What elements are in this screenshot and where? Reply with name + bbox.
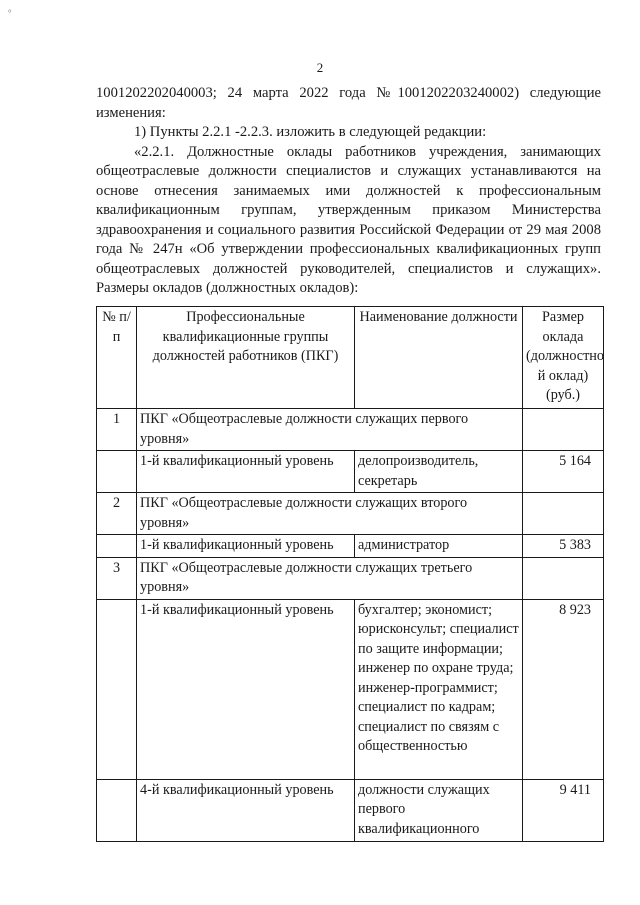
document-body [96,84,601,299]
position-cell: должности служащих первого квалификационного [355,779,523,841]
position-cell: бухгалтер; экономист; юрисконсульт; специалист по защите информации; инженер по охране труда; инженер-программист; специалист по кадрам; специалист по связям с общественностью [355,599,523,779]
group-title: ПКГ «Общеотраслевые должности служащих второго уровня» [137,493,523,535]
empty-cell [523,493,604,535]
salary-cell: 9 411 [523,779,604,841]
list-item: 1) Пункты 2.2.1 -2.2.3. изложить в следующей редакции: [134,124,487,140]
level-cell: 1-й квалификационный уровень [137,599,355,779]
salary-cell: 5 164 [523,451,604,493]
group-title: ПКГ «Общеотраслевые должности служащих третьего уровня» [137,557,523,599]
main-paragraph: «2.2.1. Должностные оклады работников учреждения, занимающих общеотраслевые должности специалистов и служащих устанавливаются на основе отнесения занимаемых ими должностей к профессиональным квалификационным группам, утвержденным приказом Министерства здравоохранения и социального развития Российской Федерации от 29 мая 2008 года № 247н «Об утверждении профессиональных квалификационных групп общеотраслевых должностей руководителей, специалистов и служащих». Размеры окладов (должностных окладов): [96,143,601,296]
position-cell: администратор [355,535,523,558]
table-row [97,451,604,493]
position-cell: делопроизводитель, секретарь [355,451,523,493]
header-salary: Размер оклада (должностно й оклад) (руб.) [523,307,604,409]
salary-cell: 5 383 [523,535,604,558]
paragraph-line: изменения: [96,104,166,121]
corner-mark: ° [8,8,12,18]
empty-cell [97,779,137,841]
empty-cell [523,557,604,599]
empty-cell [97,535,137,558]
header-pkg: Профессиональные квалификационные группы должностей работников (ПКГ) [137,307,355,409]
paragraph-line: 1001202202040003; 24 марта 2022 года №1001202203240002) следующие [96,85,601,101]
empty-cell [97,599,137,779]
level-cell: 1-й квалификационный уровень [137,451,355,493]
empty-cell [523,409,604,451]
group-row [97,493,604,535]
group-number: 2 [97,493,137,535]
table-row [97,535,604,558]
group-row [97,409,604,451]
salary-cell: 8 923 [523,599,604,779]
group-number: 1 [97,409,137,451]
header-position: Наименование должности [355,307,523,409]
table-header-row [97,307,604,409]
group-row [97,557,604,599]
group-number: 3 [97,557,137,599]
table-row [97,779,604,841]
empty-cell [97,451,137,493]
table-row [97,599,604,779]
page-number: 2 [316,60,324,75]
salary-table [96,306,604,842]
group-title: ПКГ «Общеотраслевые должности служащих первого уровня» [137,409,523,451]
level-cell: 4-й квалификационный уровень [137,779,355,841]
level-cell: 1-й квалификационный уровень [137,535,355,558]
header-num: № п/п [97,307,137,409]
